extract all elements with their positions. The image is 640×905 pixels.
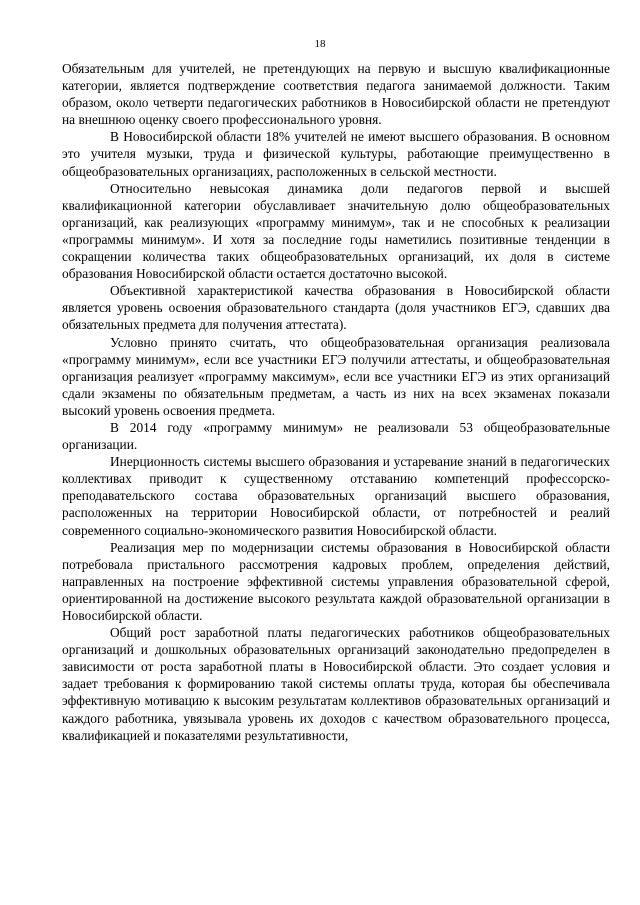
page-number: 18 xyxy=(314,38,326,50)
paragraph: Относительно невысокая динамика доли педагогов первой и высшей квалификационной категории обуславливает значительную долю общеобразовательных организаций, как реализующих «программу минимум», так и не способных к реализации «программы минимум». И хотя за последние годы наметились позитивные тенденции в сокращении количества таких общеобразовательных организаций, их доля в системе образования Новосибирской области остается достаточно высокой. xyxy=(62,180,610,282)
body-text xyxy=(62,60,610,744)
paragraph: Объективной характеристикой качества образования в Новосибирской области является уровень освоения образовательного стандарта (доля участников ЕГЭ, сдавших два обязательных предмета для получения аттестата). xyxy=(62,283,610,333)
paragraph: В 2014 году «программу минимум» не реализовали 53 общеобразовательные организации. xyxy=(62,419,610,453)
paragraph: Обязательным для учителей, не претендующих на первую и высшую квалификационные категории, является подтверждение соответствия педагога занимаемой должности. Таким образом, около четверти педагогических работников в Новосибирской области не претендуют на внешнюю оценку своего профессионального уровня. xyxy=(62,61,610,128)
paragraph: В Новосибирской области 18% учителей не имеют высшего образования. В основном это учителя музыки, труда и физической культуры, работающие преимущественно в общеобразовательных организациях, расположенных в сельской местности. xyxy=(62,129,610,179)
paragraph: Реализация мер по модернизации системы образования в Новосибирской области потребовала пристального рассмотрения кадровых проблем, определения действий, направленных на построение эффективной системы управления образовательной сферой, ориентированной на достижение высокого результата каждой образовательной организации в Новосибирской области. xyxy=(62,539,610,623)
paragraph: Условно принято считать, что общеобразовательная организация реализовала «программу минимум», если все участники ЕГЭ получили аттестаты, и общеобразовательная организация реализует «программу максимум», если все участники ЕГЭ из этих организаций сдали экзамены по обязательным предметам, а часть из них на всех экзаменах показали высокий уровень освоения предмета. xyxy=(62,334,610,418)
paragraph: Инерционность системы высшего образования и устаревание знаний в педагогических коллективах приводит к существенному отставанию компетенций профессорско-преподавательского состава образовательных организаций высшего образования, расположенных на территории Новосибирской области, от потребностей и реалий современного социально-экономического развития Новосибирской области. xyxy=(62,454,610,538)
paragraph: Общий рост заработной платы педагогических работников общеобразовательных организаций и дошкольных образовательных организаций законодательно предопределен в зависимости от роста заработной платы в Новосибирской области. Это создает условия и задает требования к формированию такой системы оплаты труда, которая бы обеспечивала эффективную мотивацию к высоким результатам коллективов образовательных организаций и каждого работника, увязывала уровень их доходов с качеством образовательного процесса, квалификацией и показателями результативности, xyxy=(62,625,610,743)
